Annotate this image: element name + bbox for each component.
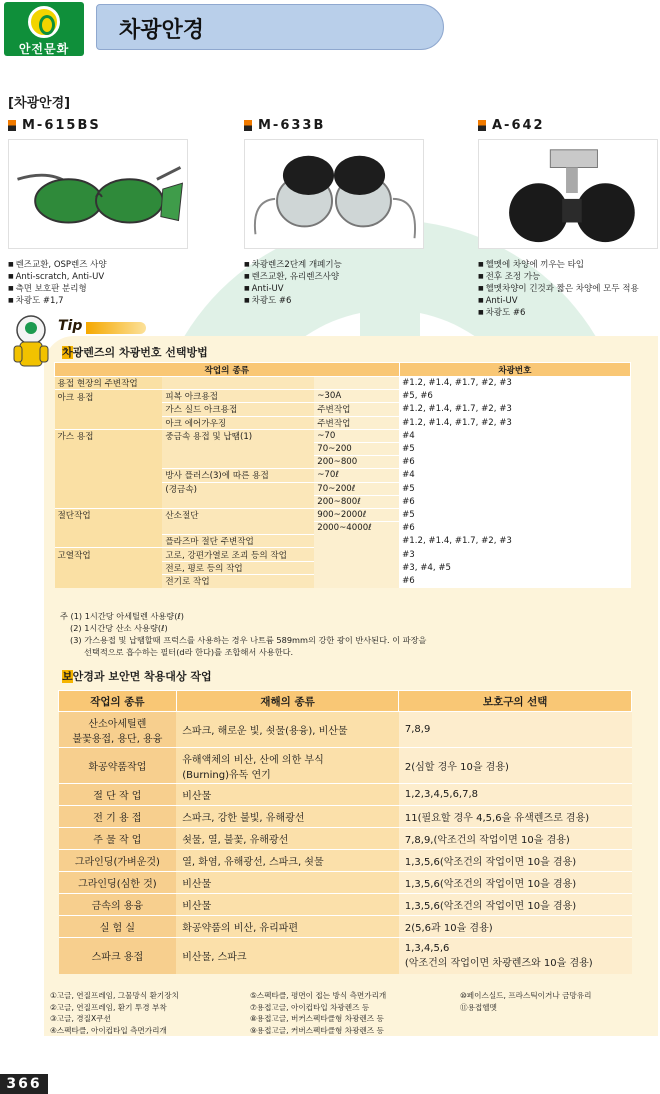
title-highlight: 보 [62, 670, 73, 683]
product-heading [478, 118, 658, 133]
table-cell: #1.2, #1.4, #1.7, #2, #3 [399, 416, 630, 429]
orange-marker-icon [478, 120, 486, 131]
orange-marker-icon [244, 120, 252, 131]
table-cell [176, 828, 399, 850]
table-cell [162, 442, 314, 455]
table-cell [55, 561, 163, 574]
table-cell [55, 403, 163, 416]
cell-line: 산소아세틸렌 [88, 718, 147, 730]
table-cell [55, 416, 163, 429]
tip-label: Tip [58, 318, 83, 334]
table-row [55, 522, 631, 535]
table-row [55, 574, 631, 587]
table-cell [399, 712, 632, 748]
product-features [478, 259, 658, 319]
title-text: 광렌즈의 차광번호 선택방법 [72, 346, 208, 359]
table-cell: #1.2, #1.4, #1.7, #2, #3 [399, 535, 630, 548]
tip-mascot-icon [6, 312, 56, 376]
table-cell [314, 535, 399, 548]
legend-col-1 [50, 990, 179, 1036]
table-cell [399, 828, 632, 850]
feature-item: ■ 차광도 #6 [244, 295, 444, 307]
cell-line: 절 단 작 업 [93, 791, 142, 802]
table-row [59, 938, 632, 974]
note-line: (3) 가스용접 및 납땜할때 프럭스를 사용하는 경우 나트륨 589mm의 강한 광이 반사된다. 이 파장을 [70, 635, 427, 645]
title-highlight: 차 [62, 346, 73, 359]
tip-arrow [86, 322, 146, 334]
table-cell: 70~200ℓ [314, 482, 399, 495]
cell-line: 11(필요할 경우 4,5,6을 유색렌즈로 겸용) [404, 813, 590, 824]
table-cell [399, 806, 632, 828]
table-cell [162, 456, 314, 469]
table-row [59, 806, 632, 828]
feature-item: ■ 측면 보호판 분리형 [8, 283, 208, 295]
section-label: [차광안경] [8, 96, 71, 111]
feature-item: ■ 헬멧차양이 긴것과 짧은 차양에 모두 적용 [478, 283, 658, 295]
product-model: M-633B [258, 118, 326, 133]
feature-item: ■ 차광도 #6 [478, 307, 658, 319]
glasses-m633b-image [244, 139, 424, 249]
table-cell: 70~200 [314, 442, 399, 455]
table-cell [176, 938, 399, 974]
table-cell: 고로, 강편가열로 조괴 등의 작업 [162, 548, 314, 561]
table-cell: 전기로 작업 [162, 574, 314, 587]
table-row [55, 508, 631, 521]
table-cell: #5, #6 [399, 390, 630, 403]
cell-line: 그라인딩(심한 것) [78, 879, 157, 890]
legend-item: ⑨용접고글, 커버스펙타클형 차광렌즈 등 [250, 1025, 384, 1035]
cell-line: 스파크, 강한 불빛, 유해광선 [182, 813, 305, 824]
table-row [55, 482, 631, 495]
table-row [55, 495, 631, 508]
cell-line: 7,8,9 [404, 724, 431, 735]
table-cell [176, 748, 399, 784]
legend-item: ⑦용접고글, 아이컵타입 차광렌즈 등 [250, 1002, 370, 1012]
product-a642 [478, 118, 658, 319]
table-row [59, 894, 632, 916]
table-cell: #3 [399, 548, 630, 561]
table-cell [176, 784, 399, 806]
table-cell [314, 561, 399, 574]
table-cell [176, 712, 399, 748]
table-cell [399, 916, 632, 938]
table-cell [55, 495, 163, 508]
table-cell [176, 850, 399, 872]
cell-line: 그라인딩(가벼운것) [74, 857, 160, 868]
table-notes [60, 610, 426, 658]
table-cell: #1.2, #1.4, #1.7, #2, #3 [399, 403, 630, 416]
cell-line: 화공약품의 비산, 유리파편 [182, 923, 299, 934]
table-row [55, 535, 631, 548]
table-cell: 주변작업 [314, 416, 399, 429]
table-cell [176, 872, 399, 894]
cell-line: 2(5,6과 10을 겸용) [404, 923, 493, 934]
table-cell: 고열작업 [55, 548, 163, 561]
table-cell [59, 850, 177, 872]
table-cell: #3, #4, #5 [399, 561, 630, 574]
table-cell [399, 748, 632, 784]
table-row [55, 403, 631, 416]
cell-line: 1,2,3,4,5,6,7,8 [404, 789, 479, 800]
legend-item: ⑩페이스실드, 프라스틱이거나 금망유리 [460, 991, 592, 1000]
protect-section-title [62, 668, 212, 684]
cell-line: 1,3,4,5,6 [404, 942, 450, 954]
table-cell: 200~800ℓ [314, 495, 399, 508]
legend-item: ⑧용접고글, 버커스펙타클형 차광렌즈 등 [250, 1014, 384, 1023]
table-cell [162, 522, 314, 535]
table-cell: #4 [399, 469, 630, 482]
table-cell [55, 535, 163, 548]
cell-line: 스파크 용접 [91, 952, 144, 964]
table-cell [314, 377, 399, 390]
table-cell [399, 894, 632, 916]
cell-line: 비산물 [182, 791, 212, 802]
cell-line: 1,3,5,6(악조건의 작업이면 10을 겸용) [404, 901, 577, 912]
table-cell: 전로, 평로 등의 작업 [162, 561, 314, 574]
table-cell: #4 [399, 429, 630, 442]
protective-eyewear-table [58, 690, 632, 974]
table-cell: 피복 아크용접 [162, 390, 314, 403]
table-cell [59, 938, 177, 974]
table-header: 작업의 종류 [59, 691, 177, 712]
table-cell [399, 872, 632, 894]
table-cell [314, 548, 399, 561]
table-cell [59, 916, 177, 938]
feature-item: ■ 전후 조정 가능 [478, 271, 658, 283]
orange-marker-icon [8, 120, 16, 131]
table-cell [59, 828, 177, 850]
glasses-m615bs-image [8, 139, 188, 249]
cell-line: 1,3,5,6(악조건의 작업이면 10을 겸용) [404, 879, 577, 890]
cell-line: 유해액체의 비산, 산에 의한 부식 [182, 754, 324, 766]
note-line: 선택적으로 흡수하는 필터(d라 한다)를 조합해서 사용한다. [84, 647, 294, 657]
table-cell [399, 938, 632, 974]
cell-line: 전 기 용 접 [93, 813, 142, 824]
table-cell: #5 [399, 508, 630, 521]
table-cell: 방사 플러스(3)에 따른 용접 [162, 469, 314, 482]
brand-logo [4, 2, 84, 56]
cell-line: 금속의 용융 [91, 901, 144, 912]
legend-item: ⑪용접헬멧 [460, 1002, 497, 1012]
logo-emblem-icon [28, 6, 60, 38]
table-row [55, 548, 631, 561]
table-cell [55, 482, 163, 495]
feature-item: ■ Anti-UV [478, 295, 658, 307]
table-cell [59, 748, 177, 784]
table-row [55, 429, 631, 442]
table-cell [176, 916, 399, 938]
page-number: 366 [0, 1074, 48, 1094]
legend-item: ①고글, 연질프레임, 그물망식 환기장치 [50, 991, 179, 1000]
cell-line: 불꽃용접, 용단, 용융 [72, 733, 163, 745]
title-banner [96, 4, 444, 50]
cell-line: 열, 화염, 유해광선, 스파크, 쇳물 [182, 857, 324, 868]
table-header: 작업의 종류 [55, 363, 400, 377]
note-line: 주 (1) 1시간당 아세틸렌 사용량(ℓ) [60, 611, 184, 621]
legend-col-3 [460, 990, 591, 1013]
table-cell [59, 806, 177, 828]
table-cell: 절단작업 [55, 508, 163, 521]
table-cell [59, 712, 177, 748]
product-heading [244, 118, 444, 133]
table-row [59, 850, 632, 872]
table-cell [55, 522, 163, 535]
legend-item: ④스펙타클, 아이컵타입 측면가리개 [50, 1025, 167, 1035]
shade-number-table [54, 362, 631, 588]
table-cell: 용접 현장의 주변작업 [55, 377, 163, 390]
table-row [55, 469, 631, 482]
cell-line: 비산물 [182, 879, 212, 890]
cell-line: 쇳물, 열, 불꽃, 유해광선 [182, 835, 289, 846]
cell-line: 실 험 실 [99, 923, 136, 934]
table-cell: 산소절단 [162, 508, 314, 521]
table-row [55, 456, 631, 469]
note-line: (2) 1시간당 산소 사용량(ℓ) [70, 623, 168, 633]
cell-line: 1,3,5,6(악조건의 작업이면 10을 겸용) [404, 857, 577, 868]
table-cell [55, 442, 163, 455]
product-features [244, 259, 444, 307]
feature-item: ■ 렌즈교환, 유리렌즈사양 [244, 271, 444, 283]
cell-line: 비산물, 스파크 [182, 952, 247, 964]
table-cell: ~70ℓ [314, 469, 399, 482]
product-heading [8, 118, 208, 133]
table-cell [59, 894, 177, 916]
table-cell [176, 894, 399, 916]
cell-line: (Burning)유독 연기 [182, 769, 271, 781]
table-cell: #6 [399, 522, 630, 535]
feature-item: ■ 헬멧에 차양에 끼우는 타입 [478, 259, 658, 271]
table-cell: #5 [399, 482, 630, 495]
cell-line: 7,8,9,(악조건의 작업이면 10을 겸용) [404, 835, 570, 846]
product-features [8, 259, 208, 307]
legend-col-2 [250, 990, 386, 1036]
table-row [59, 872, 632, 894]
title-text: 안경과 보안면 착용대상 작업 [72, 670, 212, 683]
table-cell: #6 [399, 495, 630, 508]
table-cell: 가스 실드 아크용접 [162, 403, 314, 416]
table-cell [314, 574, 399, 587]
cell-line: 주 물 작 업 [93, 835, 142, 846]
table-row [59, 748, 632, 784]
feature-item: ■ Anti-UV [244, 283, 444, 295]
table-cell [59, 784, 177, 806]
table-cell: 아크 에어가우징 [162, 416, 314, 429]
table-row [55, 442, 631, 455]
table-cell: 주변작업 [314, 403, 399, 416]
feature-item: ■ 렌즈교환, OSP렌즈 사양 [8, 259, 208, 271]
table-row [59, 784, 632, 806]
legend-item: ②고글, 연질프레임, 환기 투경 부착 [50, 1002, 167, 1012]
product-model: A-642 [492, 118, 545, 133]
visor-glasses-a642-image [478, 139, 658, 249]
cell-line: 스파크, 해로운 빛, 쇳물(용융), 비산물 [182, 726, 348, 737]
table-row [55, 561, 631, 574]
table-cell: 2000~4000ℓ [314, 522, 399, 535]
table-cell: 플라즈마 절단 주변작업 [162, 535, 314, 548]
cell-line: (악조건의 작업이면 차광렌즈와 10을 겸용) [404, 957, 593, 969]
table-cell: ~30A [314, 390, 399, 403]
table-row [55, 416, 631, 429]
table-cell [55, 456, 163, 469]
table-header: 보호구의 선택 [399, 691, 632, 712]
page-title: 차광안경 [119, 18, 205, 43]
product-m615bs [8, 118, 208, 307]
table-row [59, 828, 632, 850]
table-cell: 900~2000ℓ [314, 508, 399, 521]
legend-item: ③고글, 경질X쿠션 [50, 1014, 111, 1023]
table-header: 재해의 종류 [176, 691, 399, 712]
table-cell: 아크 용접 [55, 390, 163, 403]
table-cell: #6 [399, 574, 630, 587]
table-cell [55, 469, 163, 482]
table-cell [55, 574, 163, 587]
table-cell: #1.2, #1.4, #1.7, #2, #3 [399, 377, 630, 390]
table-row [55, 377, 631, 390]
product-m633b [244, 118, 444, 307]
product-model: M-615BS [22, 118, 101, 133]
table-cell [59, 872, 177, 894]
table-cell: #5 [399, 442, 630, 455]
table-cell: #6 [399, 456, 630, 469]
table-header: 차광번호 [399, 363, 630, 377]
table-row [59, 916, 632, 938]
table-row [59, 712, 632, 748]
feature-item: ■ 차광도 #1,7 [8, 295, 208, 307]
feature-item: ■ Anti-scratch, Anti-UV [8, 271, 208, 283]
table-cell: ~70 [314, 429, 399, 442]
table-cell: (경금속) [162, 482, 314, 495]
cell-line: 비산물 [182, 901, 212, 912]
table-cell [162, 377, 314, 390]
table-cell: 가스 용접 [55, 429, 163, 442]
legend-item: ⑤스펙타클, 평면이 접는 방식 측면가리개 [250, 991, 387, 1000]
cell-line: 화공약품작업 [88, 762, 147, 773]
feature-item: ■ 차광렌즈2단계 개폐기능 [244, 259, 444, 271]
table-cell: 중금속 용접 및 납땜(1) [162, 429, 314, 442]
table-cell [399, 850, 632, 872]
table-cell [162, 495, 314, 508]
table-row [55, 390, 631, 403]
table-cell [399, 784, 632, 806]
cell-line: 2(심할 경우 10을 겸용) [404, 762, 509, 773]
table-cell [176, 806, 399, 828]
shade-section-title [62, 344, 208, 360]
table-cell: 200~800 [314, 456, 399, 469]
logo-text: 안전문화 [18, 42, 70, 56]
